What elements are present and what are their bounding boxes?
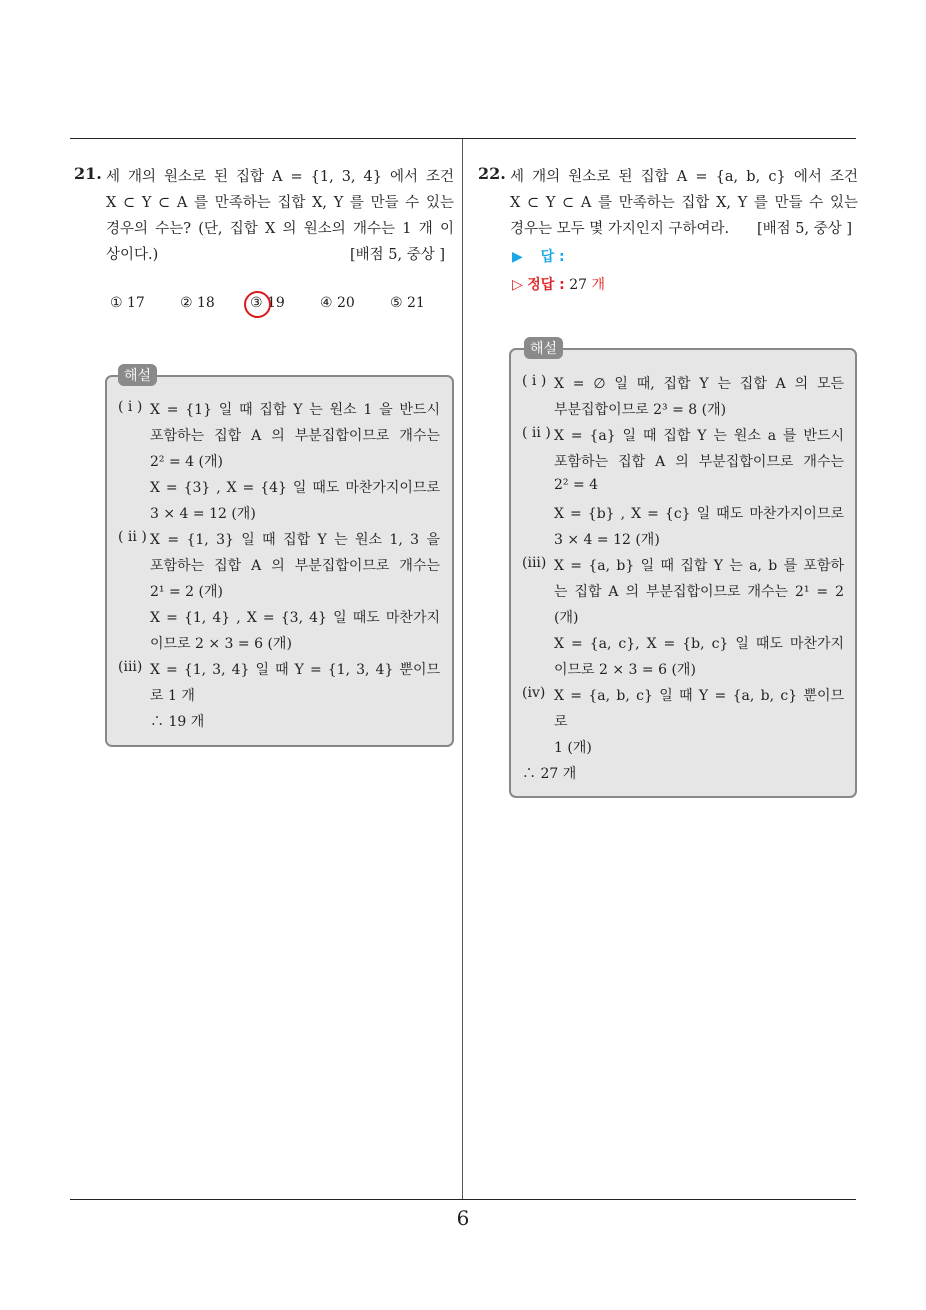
answer-input-row[interactable] <box>512 246 565 266</box>
question-text-line: 경우는 모두 몇 가지인지 구하여라. <box>510 221 730 237</box>
correct-answer-value: 27 <box>569 277 588 293</box>
column-divider <box>462 139 463 1199</box>
question-number: 21. <box>74 164 102 183</box>
solution-line: 로 1 개 <box>150 688 195 704</box>
solution-line: X = {1, 4} , X = {3, 4} 일 때도 마찬가지 <box>150 610 440 626</box>
solution-line: X = {1} 일 때 집합 Y 는 원소 1 을 반드시 <box>150 402 440 418</box>
solution-line: 는 집합 A 의 부분집합이므로 개수는 2¹ = 2 <box>554 584 844 600</box>
points-label: [배점 5, 중상 ] <box>350 247 446 263</box>
solution-line: 2² = 4 (개) <box>150 454 223 470</box>
choice-1[interactable]: ① 17 <box>110 295 145 311</box>
solution-line: X = {b} , X = {c} 일 때도 마찬가지이므로 <box>554 506 844 522</box>
case-label: (iii) <box>522 555 547 571</box>
page-number: 6 <box>456 1206 470 1230</box>
solution-line: 이므로 2 × 3 = 6 (개) <box>150 636 292 652</box>
solution-line: X = {1, 3, 4} 일 때 Y = {1, 3, 4} 뿐이므 <box>150 662 440 678</box>
correct-answer-label: 정답 : <box>527 277 565 293</box>
choice-4[interactable]: ④ 20 <box>320 295 355 311</box>
question-text-line: 경우의 수는? (단, 집합 X 의 원소의 개수는 1 개 이 <box>106 221 454 237</box>
question-text-line: 세 개의 원소로 된 집합 A = {1, 3, 4} 에서 조건 <box>106 169 454 185</box>
solution-line: 로 <box>554 714 568 730</box>
top-rule <box>70 138 856 139</box>
solution-conclusion: ∴ 27 개 <box>522 766 577 782</box>
solution-line: X = ∅ 일 때, 집합 Y 는 집합 A 의 모든 <box>554 376 844 392</box>
play-arrow-icon: ▶ <box>512 249 523 265</box>
case-label: ( i ) <box>522 373 547 389</box>
choice-5[interactable]: ⑤ 21 <box>390 295 425 311</box>
solution-line: X = {a, b, c} 일 때 Y = {a, b, c} 뿐이므 <box>554 688 844 704</box>
solution-line: 3 × 4 = 12 (개) <box>150 506 256 522</box>
question-number: 22. <box>478 164 506 183</box>
case-label: (iv) <box>522 685 546 701</box>
answer-label: 답 : <box>540 249 565 265</box>
solution-line: 이므로 2 × 3 = 6 (개) <box>554 662 696 678</box>
solution-line: X = {1, 3} 일 때 집합 Y 는 원소 1, 3 을 <box>150 532 440 548</box>
bottom-rule <box>70 1199 856 1200</box>
solution-line: 3 × 4 = 12 (개) <box>554 532 660 548</box>
solution-line: X = {a, c}, X = {b, c} 일 때도 마찬가지 <box>554 636 844 652</box>
selected-answer-circle-icon <box>244 291 271 318</box>
solution-line: X = {a} 일 때 집합 Y 는 원소 a 를 반드시 <box>554 428 844 444</box>
solution-line: 2² = 4 <box>554 477 599 493</box>
choice-2[interactable]: ② 18 <box>180 295 215 311</box>
solution-conclusion: ∴ 19 개 <box>150 714 205 730</box>
solution-line: (개) <box>554 610 579 626</box>
case-label: ( ii ) <box>118 529 147 545</box>
case-label: ( i ) <box>118 399 143 415</box>
solution-line: 부분집합이므로 2³ = 8 (개) <box>554 402 727 418</box>
choice-3[interactable]: ③ 19 <box>250 295 285 311</box>
question-text-line: X ⊂ Y ⊂ A 를 만족하는 집합 X, Y 를 만들 수 있는 <box>510 195 858 211</box>
question-text-line: X ⊂ Y ⊂ A 를 만족하는 집합 X, Y 를 만들 수 있는 <box>106 195 454 211</box>
solution-line: X = {3} , X = {4} 일 때도 마찬가지이므로 <box>150 480 440 496</box>
solution-tag: 해설 <box>118 364 157 386</box>
question-text-line: 세 개의 원소로 된 집합 A = {a, b, c} 에서 조건 <box>510 169 858 185</box>
points-label: [배점 5, 중상 ] <box>757 221 853 237</box>
solution-line: 포함하는 집합 A 의 부분집합이므로 개수는 <box>150 428 440 444</box>
correct-answer-unit: 개 <box>591 277 606 293</box>
question-text-line: 상이다.) <box>106 247 159 263</box>
correct-answer-row <box>512 274 605 294</box>
solution-line: 2¹ = 2 (개) <box>150 584 223 600</box>
case-label: (iii) <box>118 659 143 675</box>
solution-line: 포함하는 집합 A 의 부분집합이므로 개수는 <box>150 558 440 574</box>
case-label: ( ii ) <box>522 425 551 441</box>
solution-line: 1 (개) <box>554 740 592 756</box>
outline-arrow-icon: ▷ <box>512 277 523 293</box>
solution-line: X = {a, b} 일 때 집합 Y 는 a, b 를 포함하 <box>554 558 844 574</box>
solution-tag: 해설 <box>524 337 563 359</box>
solution-line: 포함하는 집합 A 의 부분집합이므로 개수는 <box>554 454 844 470</box>
